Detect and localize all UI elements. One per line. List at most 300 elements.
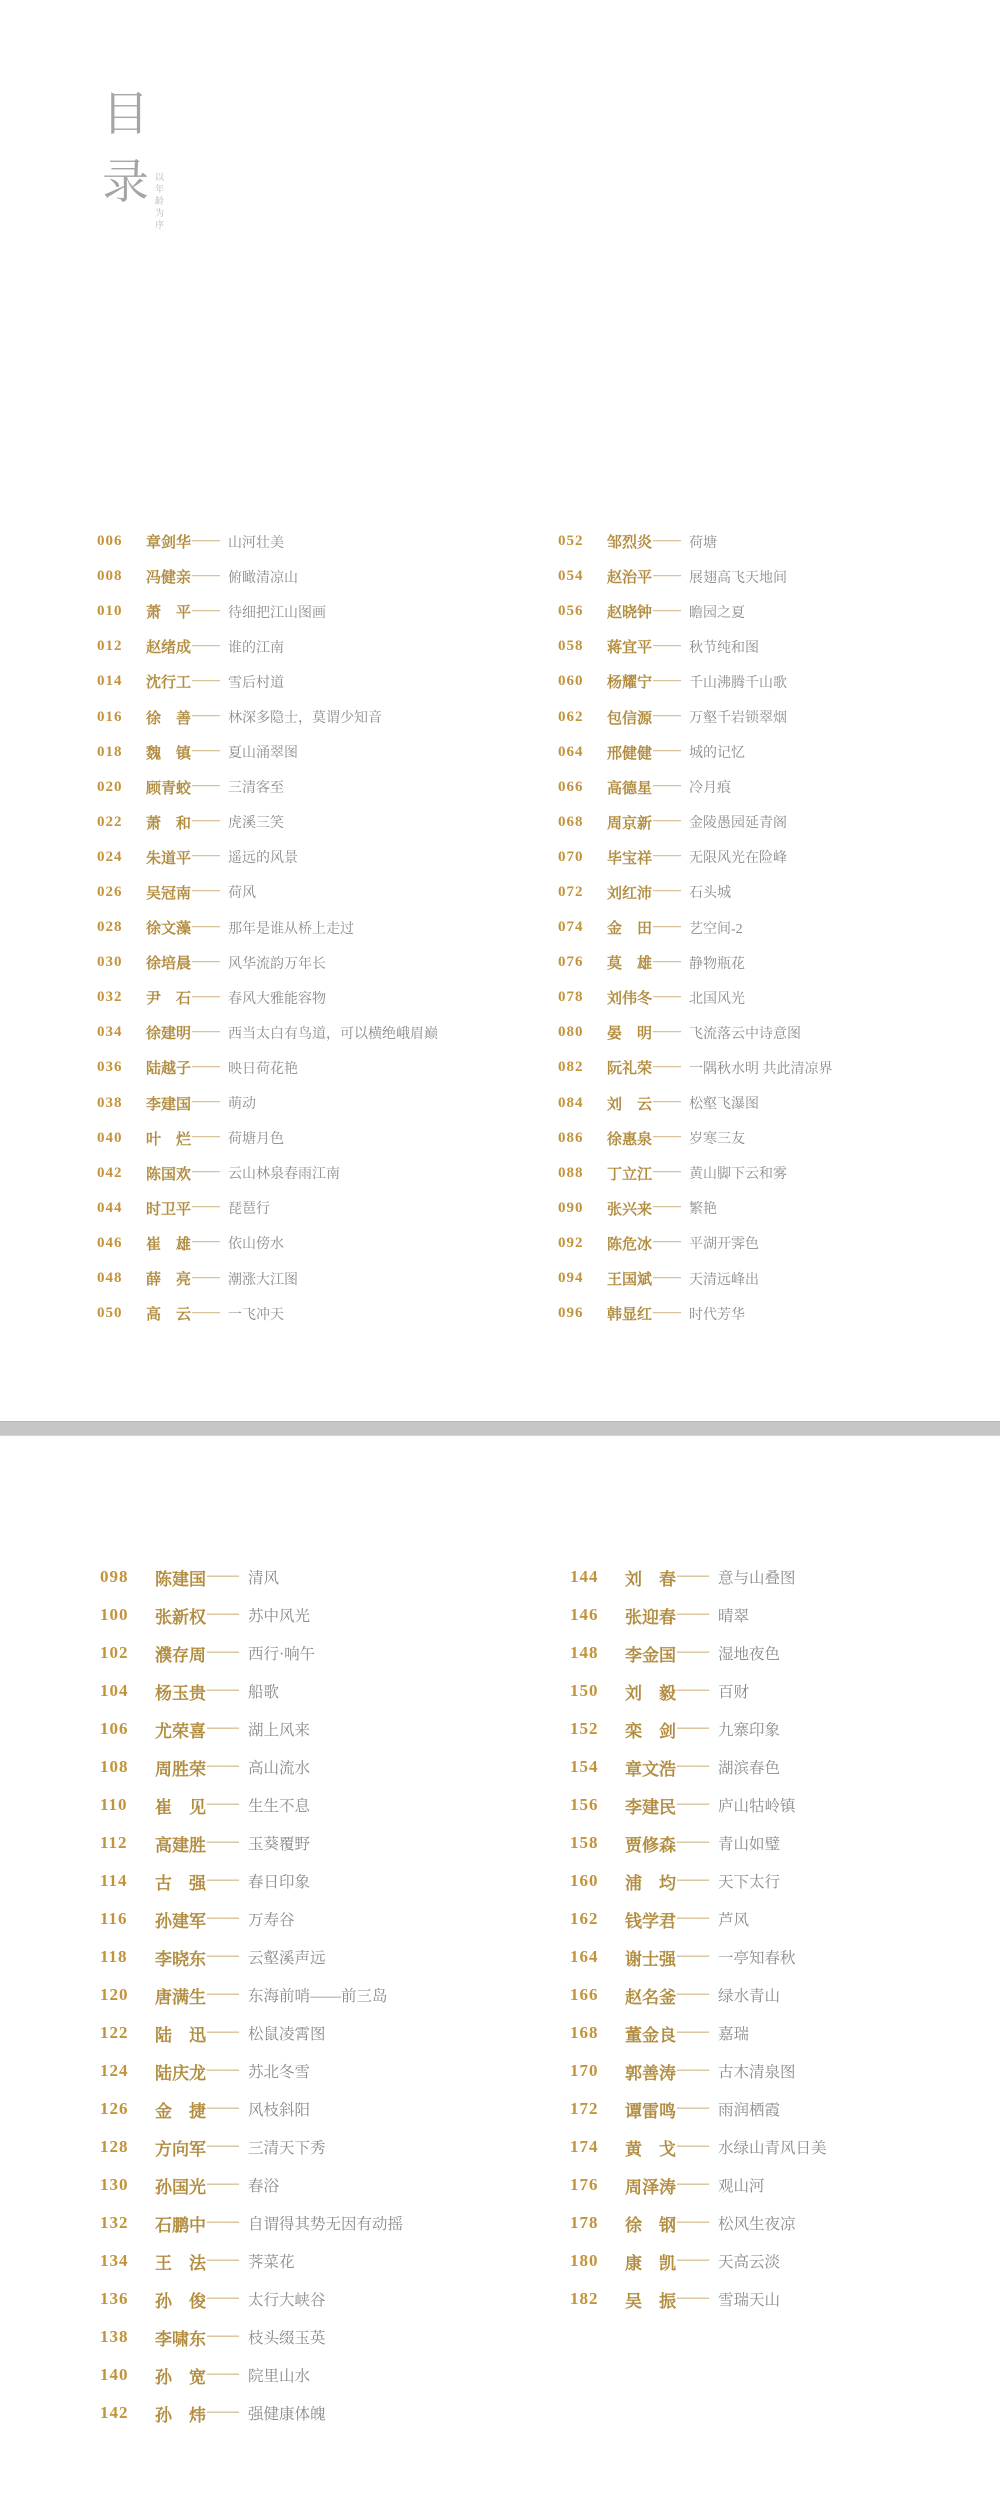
entry-artwork-title: 水绿山青风日美: [718, 2140, 827, 2157]
entry-artist-name: 徐 钢: [625, 2215, 676, 2235]
toc-entry: [570, 1596, 827, 1634]
entry-page-number: 030: [97, 954, 123, 971]
entry-dash: ——: [192, 1269, 220, 1285]
entry-artist-name: 方向军: [155, 2139, 206, 2159]
toc-entry: [97, 1086, 438, 1121]
entry-artist-name: 孙 宽: [155, 2367, 206, 2387]
toc-entry: [570, 1710, 827, 1748]
entry-artist-name: 叶 烂: [146, 1131, 192, 1148]
entry-dash: ——: [207, 2365, 239, 2382]
entry-page-number: 046: [97, 1234, 123, 1251]
toc-entry: [100, 1710, 403, 1748]
entry-dash: ——: [653, 953, 681, 969]
entry-artwork-title: 意与山叠图: [718, 1570, 796, 1587]
entry-artwork-title: 太行大峡谷: [248, 2292, 326, 2309]
entry-dash: ——: [677, 1947, 709, 1964]
toc-entry: [558, 980, 833, 1015]
entry-artwork-title: 无限风光在险峰: [689, 851, 787, 867]
entry-artwork-title: 千山沸腾千山歌: [689, 675, 787, 691]
entry-page-number: 110: [100, 1795, 128, 1814]
entry-artwork-title: 金陵愚园延青阁: [689, 816, 787, 832]
entry-page-number: 182: [570, 2289, 599, 2308]
toc-entry: [100, 2014, 403, 2052]
entry-page-number: 096: [558, 1305, 584, 1322]
toc-entry: [97, 1296, 438, 1331]
entry-dash: ——: [677, 1871, 709, 1888]
entry-artwork-title: 云壑溪声远: [248, 1950, 326, 1967]
entry-artist-name: 陆 迅: [155, 2025, 206, 2045]
entry-artist-name: 徐培晨: [146, 956, 192, 973]
entry-artwork-title: 谁的江南: [228, 640, 284, 656]
entry-artwork-title: 万寿谷: [248, 1912, 295, 1929]
entry-dash: ——: [192, 848, 220, 864]
entry-artist-name: 康 凯: [625, 2253, 676, 2273]
entry-dash: ——: [653, 1129, 681, 1145]
entry-artwork-title: 瞻园之夏: [689, 605, 745, 621]
toc-entry: [570, 1786, 827, 1824]
entry-artist-name: 刘 春: [625, 1569, 676, 1589]
entry-artwork-title: 院里山水: [248, 2368, 311, 2385]
entry-dash: ——: [677, 1681, 709, 1698]
title-char-mu: 目: [102, 87, 149, 140]
toc-entry: [558, 770, 833, 805]
entry-page-number: 040: [97, 1129, 123, 1146]
toc-entry: [570, 2014, 827, 2052]
entry-artwork-title: 湿地夜色: [718, 1646, 781, 1663]
entry-artwork-title: 一飞冲天: [228, 1307, 284, 1323]
entry-dash: ——: [207, 2327, 239, 2344]
entry-dash: ——: [677, 2175, 709, 2192]
entry-artist-name: 陈国欢: [146, 1166, 192, 1183]
entry-dash: ——: [192, 1094, 220, 1110]
entry-artwork-title: 秋节纯和图: [689, 640, 759, 656]
entry-page-number: 034: [97, 1024, 123, 1041]
toc-entry: [100, 1900, 403, 1938]
toc-entry: [100, 1634, 403, 1672]
entry-artwork-title: 天下太行: [718, 1874, 781, 1891]
entry-artist-name: 杨耀宁: [607, 675, 653, 692]
toc-entry: [100, 1672, 403, 1710]
toc-entry: [100, 2242, 403, 2280]
entry-dash: ——: [677, 2099, 709, 2116]
toc-entry: [558, 875, 833, 910]
entry-artwork-title: 城的记忆: [689, 746, 745, 762]
entry-artwork-title: 黄山脚下云和雾: [689, 1167, 787, 1183]
entry-artwork-title: 雨润栖霞: [718, 2102, 781, 2119]
entry-artist-name: 莫 雄: [607, 956, 653, 973]
toc-entry: [97, 664, 438, 699]
entry-dash: ——: [653, 1199, 681, 1215]
entry-dash: ——: [192, 1234, 220, 1250]
toc-entry: [100, 1596, 403, 1634]
entry-page-number: 120: [100, 1985, 129, 2004]
entry-dash: ——: [192, 883, 220, 899]
entry-artist-name: 徐建明: [146, 1026, 192, 1043]
entry-artwork-title: 夏山涌翠图: [228, 746, 298, 762]
toc-entry: [97, 629, 438, 664]
entry-artwork-title: 天高云淡: [718, 2254, 781, 2271]
entry-page-number: 122: [100, 2023, 129, 2042]
entry-page-number: 074: [558, 919, 584, 936]
toc-entry: [97, 1191, 438, 1226]
entry-artist-name: 时卫平: [146, 1201, 192, 1218]
entry-dash: ——: [677, 1909, 709, 1926]
entry-page-number: 132: [100, 2213, 129, 2232]
entry-artwork-title: 一亭知春秋: [718, 1950, 796, 1967]
entry-dash: ——: [192, 918, 220, 934]
entry-page-number: 130: [100, 2175, 129, 2194]
entry-page-number: 098: [100, 1567, 129, 1586]
entry-dash: ——: [192, 953, 220, 969]
entry-page-number: 050: [97, 1305, 123, 1322]
toc-entry: [100, 1976, 403, 2014]
entry-dash: ——: [653, 1304, 681, 1320]
entry-artwork-title: 三清客至: [228, 781, 284, 797]
entry-dash: ——: [677, 2061, 709, 2078]
toc-entry: [558, 699, 833, 734]
entry-page-number: 156: [570, 1795, 599, 1814]
entry-artwork-title: 松风生夜凉: [718, 2216, 796, 2233]
entry-dash: ——: [192, 567, 220, 583]
entry-artist-name: 萧 和: [146, 815, 192, 832]
entry-artist-name: 顾青蛟: [146, 780, 192, 797]
entry-artist-name: 刘 云: [607, 1096, 653, 1113]
entry-artwork-title: 石头城: [689, 886, 731, 902]
entry-page-number: 104: [100, 1681, 129, 1700]
entry-artist-name: 李建民: [625, 1797, 676, 1817]
toc-entry: [558, 559, 833, 594]
entry-artist-name: 陈危冰: [607, 1236, 653, 1253]
entry-artwork-title: 繁艳: [689, 1202, 717, 1218]
toc-entry: [100, 2280, 403, 2318]
entry-artist-name: 栾 剑: [625, 1721, 676, 1741]
toc-entry: [570, 2128, 827, 2166]
entry-artist-name: 周胜荣: [155, 1759, 206, 1779]
entry-dash: ——: [653, 988, 681, 1004]
entry-dash: ——: [677, 1985, 709, 2002]
entry-dash: ——: [677, 2289, 709, 2306]
entry-artwork-title: 岁寒三友: [689, 1132, 745, 1148]
entry-artist-name: 包信源: [607, 710, 653, 727]
entry-page-number: 082: [558, 1059, 584, 1076]
entry-artwork-title: 高山流水: [248, 1760, 311, 1777]
entry-page-number: 018: [97, 743, 123, 760]
entry-dash: ——: [207, 2403, 239, 2420]
toc-entry: [570, 1748, 827, 1786]
entry-page-number: 072: [558, 883, 584, 900]
toc-entry: [570, 2052, 827, 2090]
entry-artwork-title: 古木清泉图: [718, 2064, 796, 2081]
toc-entry: [558, 594, 833, 629]
toc-entry: [100, 2090, 403, 2128]
entry-artwork-title: 遥远的风景: [228, 851, 298, 867]
entry-artwork-title: 生生不息: [248, 1798, 311, 1815]
entry-artwork-title: 林深多隐士，莫谓少知音: [228, 711, 382, 727]
entry-artwork-title: 芦风: [718, 1912, 750, 1929]
entry-page-number: 042: [97, 1164, 123, 1181]
entry-page-number: 054: [558, 568, 584, 585]
entry-page-number: 092: [558, 1234, 584, 1251]
entry-artist-name: 周京新: [607, 815, 653, 832]
entry-artist-name: 古 强: [155, 1873, 206, 1893]
entry-artist-name: 郭善涛: [625, 2063, 676, 2083]
entry-artist-name: 王国斌: [607, 1272, 653, 1289]
entry-dash: ——: [653, 1269, 681, 1285]
entry-page-number: 166: [570, 1985, 599, 2004]
entry-dash: ——: [207, 2289, 239, 2306]
entry-dash: ——: [192, 813, 220, 829]
entry-artwork-title: 天清远峰出: [689, 1272, 759, 1288]
entry-page-number: 144: [570, 1567, 599, 1586]
entry-page-number: 138: [100, 2327, 129, 2346]
entry-page-number: 176: [570, 2175, 599, 2194]
toc-entry: [558, 524, 833, 559]
entry-artwork-title: 春日印象: [248, 1874, 311, 1891]
entry-page-number: 172: [570, 2099, 599, 2118]
entry-page-number: 086: [558, 1129, 584, 1146]
toc-entry: [97, 1121, 438, 1156]
entry-page-number: 116: [100, 1909, 128, 1928]
entry-artwork-title: 一隅秋水明 共此清凉界: [689, 1061, 833, 1077]
toc-entry: [100, 2356, 403, 2394]
entry-artist-name: 孙 炜: [155, 2405, 206, 2425]
toc-entry: [100, 2394, 403, 2432]
entry-page-number: 044: [97, 1199, 123, 1216]
entry-artwork-title: 依山傍水: [228, 1237, 284, 1253]
entry-page-number: 140: [100, 2365, 129, 2384]
entry-page-number: 066: [558, 778, 584, 795]
toc-entry: [558, 1050, 833, 1085]
entry-artwork-title: 飞流落云中诗意图: [689, 1026, 801, 1042]
entry-artwork-title: 荷塘月色: [228, 1132, 284, 1148]
entry-dash: ——: [207, 1605, 239, 1622]
entry-artist-name: 孙国光: [155, 2177, 206, 2197]
entry-page-number: 080: [558, 1024, 584, 1041]
entry-artist-name: 刘 毅: [625, 1683, 676, 1703]
entry-artwork-title: 观山河: [718, 2178, 765, 2195]
entry-artist-name: 唐满生: [155, 1987, 206, 2007]
toc-entry: [570, 2166, 827, 2204]
entry-page-number: 154: [570, 1757, 599, 1776]
entry-dash: ——: [192, 743, 220, 759]
toc-page1-column2: [558, 524, 833, 1331]
entry-page-number: 076: [558, 954, 584, 971]
page-title: [102, 88, 149, 207]
entry-artist-name: 章剑华: [146, 535, 192, 552]
entry-artist-name: 邹烈炎: [607, 535, 653, 552]
entry-artist-name: 赵名釜: [625, 1987, 676, 2007]
entry-page-number: 070: [558, 848, 584, 865]
entry-artist-name: 丁立江: [607, 1166, 653, 1183]
entry-artist-name: 崔 雄: [146, 1236, 192, 1253]
entry-page-number: 032: [97, 989, 123, 1006]
entry-page-number: 062: [558, 708, 584, 725]
toc-entry: [97, 699, 438, 734]
title-char-lu: 录: [102, 154, 149, 208]
entry-artwork-title: 西当太白有鸟道，可以横绝峨眉巅: [228, 1026, 438, 1042]
entry-artwork-title: 时代芳华: [689, 1307, 745, 1323]
entry-page-number: 014: [97, 673, 123, 690]
entry-artwork-title: 艺空间-2: [689, 921, 743, 937]
entry-page-number: 180: [570, 2251, 599, 2270]
entry-artist-name: 陆庆龙: [155, 2063, 206, 2083]
entry-dash: ——: [192, 1164, 220, 1180]
toc-entry: [570, 2242, 827, 2280]
entry-artwork-title: 平湖开霁色: [689, 1237, 759, 1253]
entry-page-number: 146: [570, 1605, 599, 1624]
entry-dash: ——: [653, 1234, 681, 1250]
toc-entry: [100, 1862, 403, 1900]
entry-artwork-title: 嘉瑞: [718, 2026, 750, 2043]
entry-artist-name: 吴 振: [625, 2291, 676, 2311]
entry-artist-name: 孙 俊: [155, 2291, 206, 2311]
entry-dash: ——: [653, 672, 681, 688]
toc-entry: [570, 1976, 827, 2014]
entry-dash: ——: [653, 1058, 681, 1074]
toc-entry: [97, 1050, 438, 1085]
entry-artist-name: 章文浩: [625, 1759, 676, 1779]
entry-dash: ——: [192, 532, 220, 548]
entry-artwork-title: 湖滨春色: [718, 1760, 781, 1777]
entry-dash: ——: [653, 743, 681, 759]
entry-page-number: 102: [100, 1643, 129, 1662]
entry-artist-name: 浦 均: [625, 1873, 676, 1893]
entry-page-number: 008: [97, 568, 123, 585]
entry-artwork-title: 潮涨大江图: [228, 1272, 298, 1288]
toc-entry: [558, 910, 833, 945]
entry-page-number: 024: [97, 848, 123, 865]
entry-artwork-title: 三清天下秀: [248, 2140, 326, 2157]
entry-page-number: 090: [558, 1199, 584, 1216]
entry-artist-name: 杨玉贵: [155, 1683, 206, 1703]
entry-page-number: 088: [558, 1164, 584, 1181]
entry-dash: ——: [207, 1681, 239, 1698]
entry-dash: ——: [192, 1129, 220, 1145]
entry-page-number: 068: [558, 813, 584, 830]
entry-artist-name: 徐惠泉: [607, 1131, 653, 1148]
toc-entry: [100, 1938, 403, 1976]
toc-entry: [100, 1558, 403, 1596]
entry-artwork-title: 荷塘: [689, 535, 717, 551]
entry-dash: ——: [192, 637, 220, 653]
entry-page-number: 170: [570, 2061, 599, 2080]
entry-artwork-title: 北国风光: [689, 991, 745, 1007]
entry-dash: ——: [192, 672, 220, 688]
entry-dash: ——: [677, 1605, 709, 1622]
entry-dash: ——: [192, 602, 220, 618]
entry-artist-name: 李啸东: [155, 2329, 206, 2349]
toc-entry: [570, 2280, 827, 2318]
entry-artwork-title: 绿水青山: [718, 1988, 781, 2005]
entry-artist-name: 李建国: [146, 1096, 192, 1113]
entry-artwork-title: 青山如璧: [718, 1836, 781, 1853]
entry-artwork-title: 俯瞰清凉山: [228, 570, 298, 586]
entry-dash: ——: [677, 1643, 709, 1660]
entry-artist-name: 金 捷: [155, 2101, 206, 2121]
toc-entry: [558, 735, 833, 770]
toc-entry: [97, 735, 438, 770]
entry-page-number: 136: [100, 2289, 129, 2308]
toc-page2-column1: [100, 1558, 403, 2432]
entry-dash: ——: [207, 1567, 239, 1584]
entry-artist-name: 徐 善: [146, 710, 192, 727]
entry-artwork-title: 百财: [718, 1684, 750, 1701]
toc-entry: [558, 664, 833, 699]
entry-page-number: 038: [97, 1094, 123, 1111]
entry-page-number: 020: [97, 778, 123, 795]
entry-dash: ——: [207, 2061, 239, 2078]
toc-entry: [100, 2204, 403, 2242]
entry-artist-name: 冯健亲: [146, 570, 192, 587]
entry-page-number: 128: [100, 2137, 129, 2156]
entry-page-number: 084: [558, 1094, 584, 1111]
toc-entry: [570, 1634, 827, 1672]
entry-page-number: 028: [97, 919, 123, 936]
entry-artist-name: 石鹏中: [155, 2215, 206, 2235]
toc-entry: [100, 1786, 403, 1824]
entry-dash: ——: [653, 708, 681, 724]
entry-artwork-title: 雪后村道: [228, 675, 284, 691]
entry-page-number: 164: [570, 1947, 599, 1966]
entry-page-number: 126: [100, 2099, 129, 2118]
toc-entry: [97, 770, 438, 805]
entry-artist-name: 魏 镇: [146, 745, 192, 762]
entry-artist-name: 赵绪成: [146, 640, 192, 657]
entry-artist-name: 王 法: [155, 2253, 206, 2273]
entry-page-number: 108: [100, 1757, 129, 1776]
entry-dash: ——: [677, 1567, 709, 1584]
entry-page-number: 174: [570, 2137, 599, 2156]
entry-page-number: 152: [570, 1719, 599, 1738]
toc-entry: [97, 945, 438, 980]
entry-page-number: 016: [97, 708, 123, 725]
entry-page-number: 162: [570, 1909, 599, 1928]
entry-dash: ——: [207, 1795, 239, 1812]
entry-artwork-title: 静物瓶花: [689, 956, 745, 972]
entry-dash: ——: [653, 848, 681, 864]
entry-page-number: 134: [100, 2251, 129, 2270]
entry-dash: ——: [677, 1757, 709, 1774]
entry-artist-name: 萧 平: [146, 605, 192, 622]
entry-artwork-title: 萌动: [228, 1097, 256, 1113]
entry-page-number: 078: [558, 989, 584, 1006]
toc-entry: [558, 1121, 833, 1156]
entry-artist-name: 沈行工: [146, 675, 192, 692]
entry-page-number: 010: [97, 603, 123, 620]
toc-entry: [558, 1015, 833, 1050]
entry-artist-name: 邢健健: [607, 745, 653, 762]
toc-entry: [100, 2166, 403, 2204]
toc-entry: [558, 805, 833, 840]
entry-artwork-title: 展翅高飞天地间: [689, 570, 787, 586]
entry-artist-name: 钱学君: [625, 1911, 676, 1931]
toc-entry: [570, 1558, 827, 1596]
entry-artwork-title: 苏中风光: [248, 1608, 311, 1625]
entry-page-number: 168: [570, 2023, 599, 2042]
toc-entry: [558, 1156, 833, 1191]
page-separator-band: [0, 1421, 1000, 1436]
toc-entry: [558, 1086, 833, 1121]
entry-page-number: 048: [97, 1270, 123, 1287]
entry-page-number: 058: [558, 638, 584, 655]
toc-entry: [558, 945, 833, 980]
entry-artist-name: 薛 亮: [146, 1272, 192, 1289]
entry-artist-name: 阮礼荣: [607, 1061, 653, 1078]
entry-artist-name: 晏 明: [607, 1026, 653, 1043]
entry-artwork-title: 强健康体魄: [248, 2406, 326, 2423]
entry-page-number: 178: [570, 2213, 599, 2232]
entry-artwork-title: 船歌: [248, 1684, 280, 1701]
